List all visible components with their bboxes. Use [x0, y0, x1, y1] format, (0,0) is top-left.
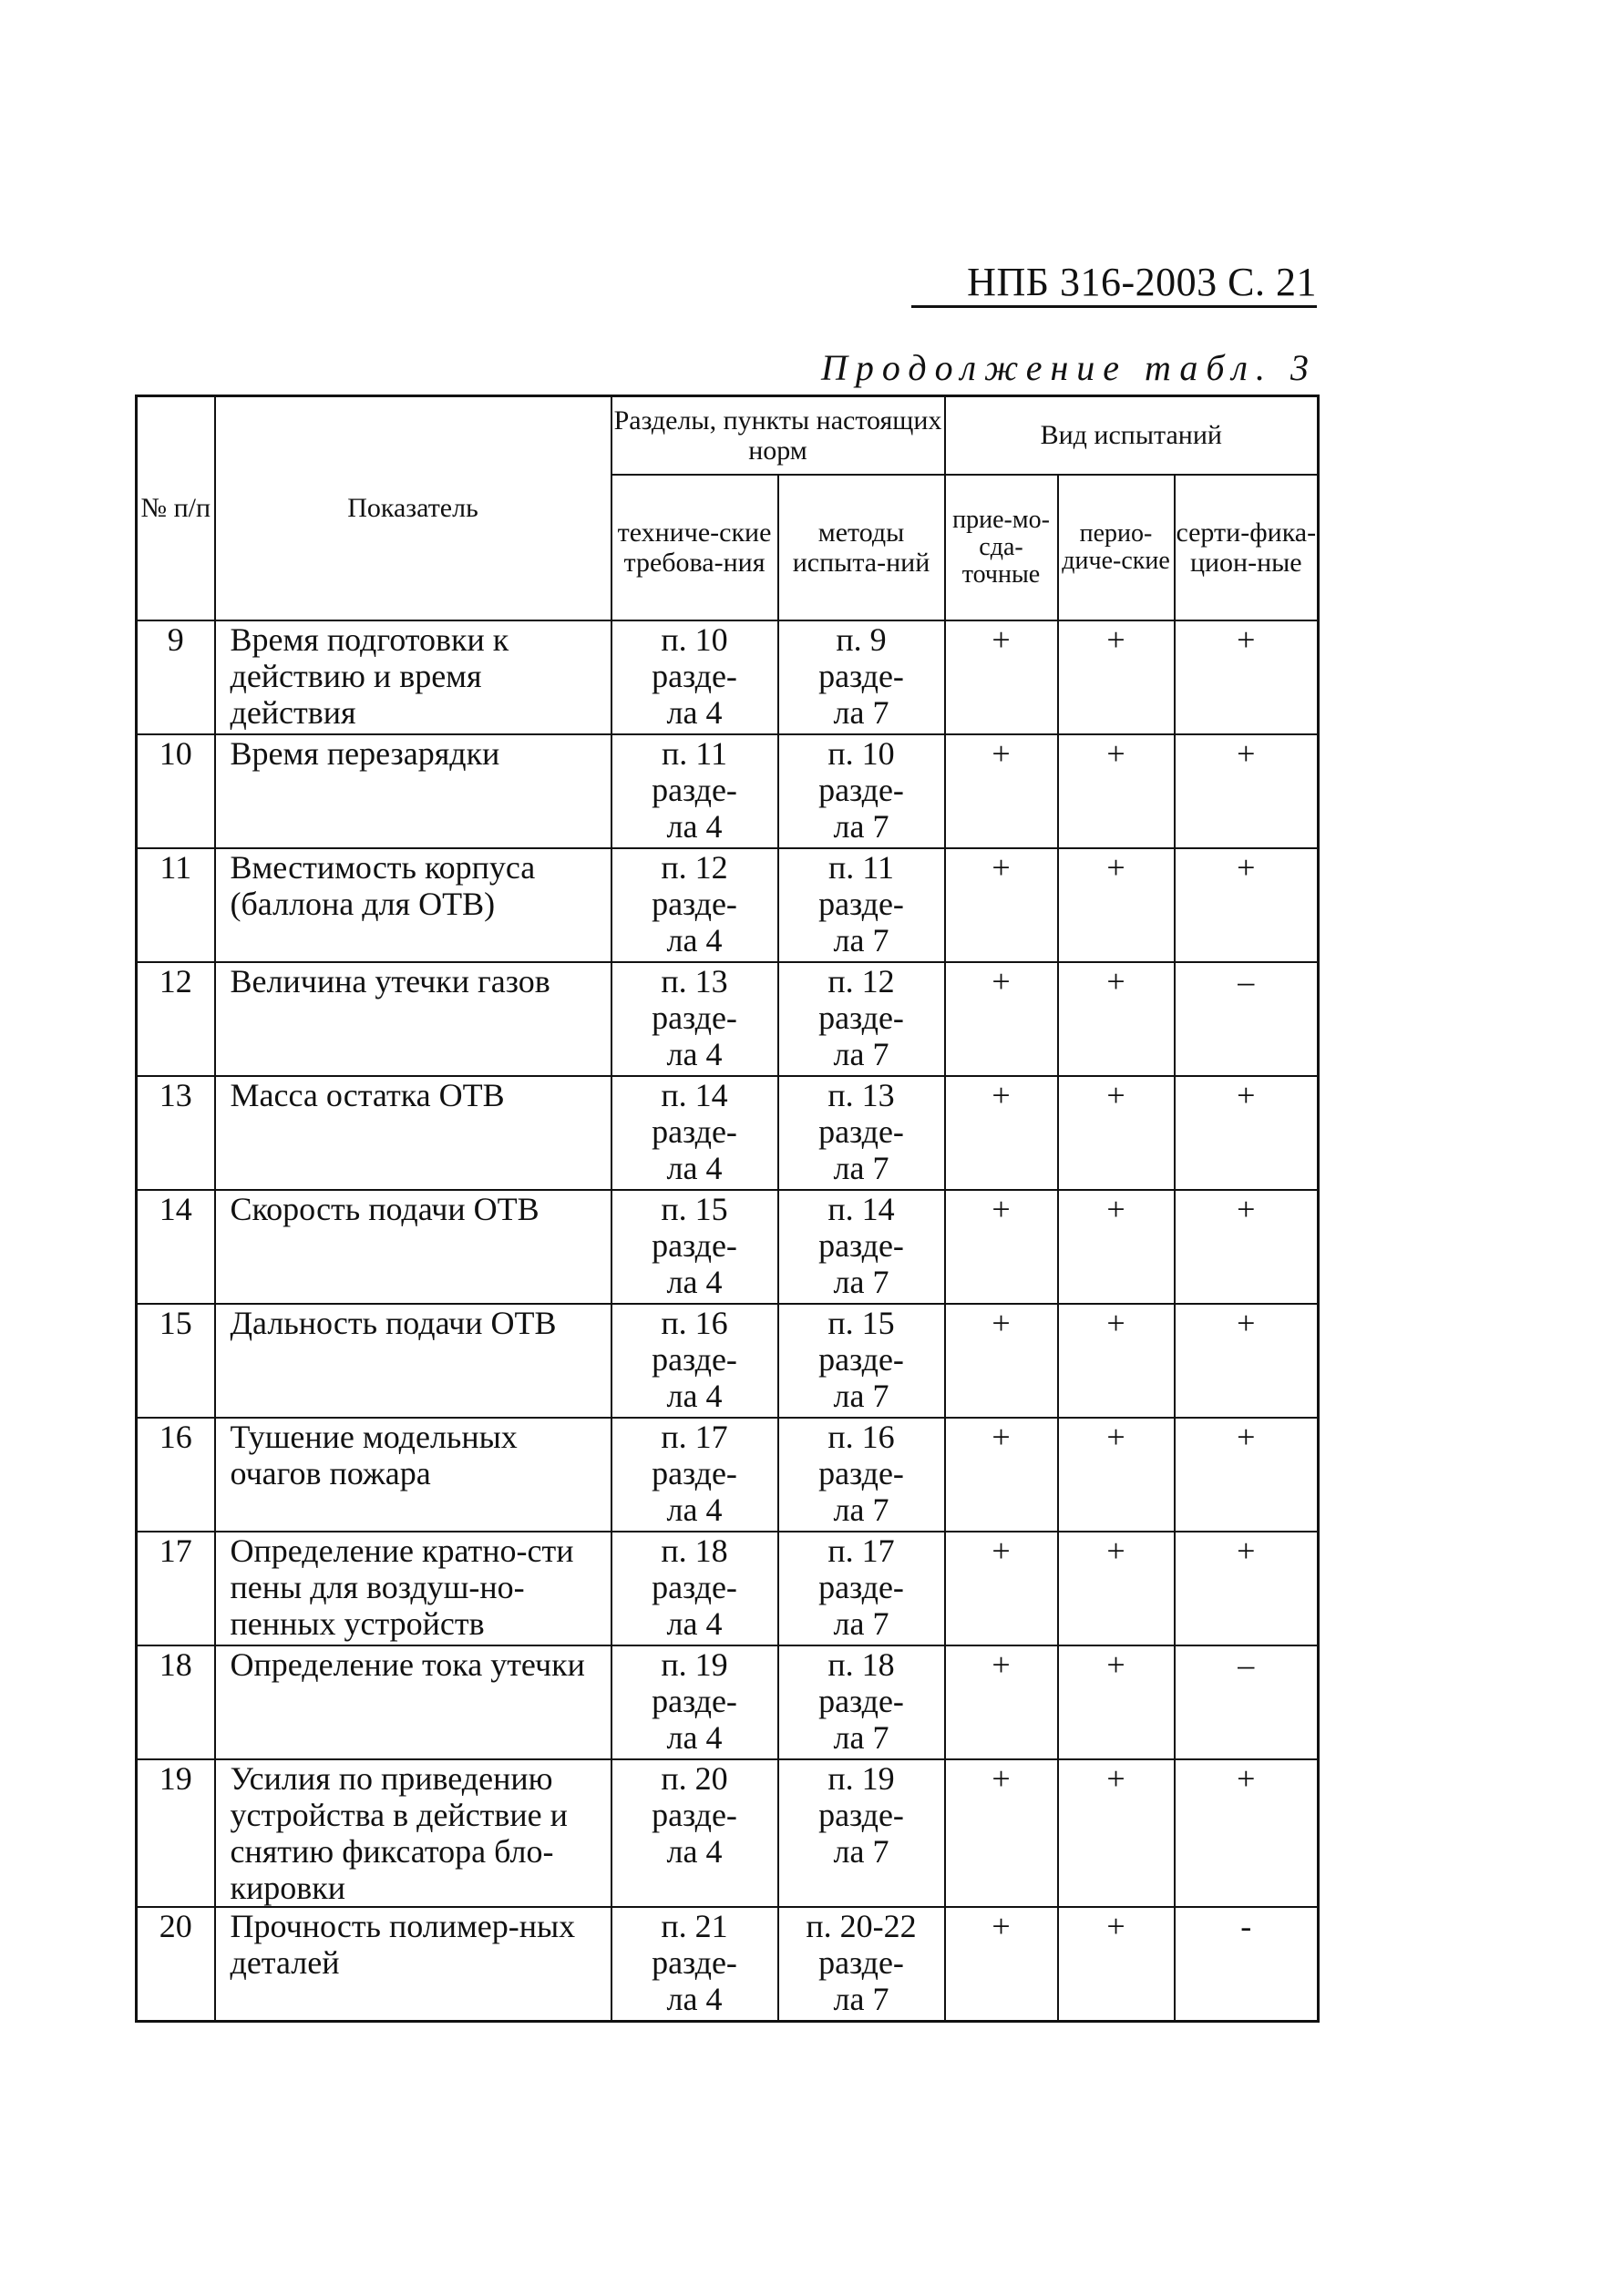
row-method-ref: п. 13 разде- ла 7	[778, 1076, 945, 1190]
row-indicator: Определение тока утечки	[215, 1645, 611, 1759]
row-periodic-mark: +	[1058, 1076, 1175, 1190]
table-row	[137, 1076, 1319, 1190]
row-periodic-mark: +	[1058, 962, 1175, 1076]
row-indicator: Прочность полимер-ных деталей	[215, 1907, 611, 2022]
row-num: 13	[137, 1076, 215, 1190]
row-certification-mark: +	[1175, 1304, 1319, 1418]
row-certification-mark: +	[1175, 1190, 1319, 1304]
row-method-ref: п. 15 разде- ла 7	[778, 1304, 945, 1418]
table-row	[137, 734, 1319, 848]
page-header: НПБ 316-2003 С. 21	[911, 260, 1317, 308]
row-acceptance-mark: +	[945, 1304, 1058, 1418]
sub-tech-header: техниче-ские требова-ния	[611, 475, 778, 620]
row-method-ref: п. 19 разде- ла 7	[778, 1759, 945, 1907]
row-tech-ref: п. 20 разде- ла 4	[611, 1759, 778, 1907]
row-acceptance-mark: +	[945, 1759, 1058, 1907]
row-periodic-mark: +	[1058, 1304, 1175, 1418]
row-tech-ref: п. 17 разде- ла 4	[611, 1418, 778, 1532]
row-acceptance-mark: +	[945, 734, 1058, 848]
row-tech-ref: п. 21 разде- ла 4	[611, 1907, 778, 2022]
col-indicator-header: Показатель	[215, 396, 611, 620]
table-row	[137, 1759, 1319, 1907]
row-num: 12	[137, 962, 215, 1076]
row-method-ref: п. 20-22 разде- ла 7	[778, 1907, 945, 2022]
row-acceptance-mark: +	[945, 620, 1058, 734]
row-indicator: Время перезарядки	[215, 734, 611, 848]
row-num: 9	[137, 620, 215, 734]
sub-certification-header: серти-фика-цион-ные	[1175, 475, 1319, 620]
row-indicator: Тушение модельных очагов пожара	[215, 1418, 611, 1532]
row-periodic-mark: +	[1058, 1645, 1175, 1759]
row-method-ref: п. 9 разде- ла 7	[778, 620, 945, 734]
row-indicator: Масса остатка ОТВ	[215, 1076, 611, 1190]
row-periodic-mark: +	[1058, 848, 1175, 962]
row-num: 14	[137, 1190, 215, 1304]
row-num: 19	[137, 1759, 215, 1907]
row-tech-ref: п. 11 разде- ла 4	[611, 734, 778, 848]
requirements-table	[135, 395, 1320, 2023]
row-periodic-mark: +	[1058, 1418, 1175, 1532]
row-method-ref: п. 18 разде- ла 7	[778, 1645, 945, 1759]
row-certification-mark: –	[1175, 962, 1319, 1076]
row-periodic-mark: +	[1058, 1532, 1175, 1645]
row-num: 15	[137, 1304, 215, 1418]
row-certification-mark: -	[1175, 1907, 1319, 2022]
row-acceptance-mark: +	[945, 1532, 1058, 1645]
row-acceptance-mark: +	[945, 962, 1058, 1076]
table-row	[137, 962, 1319, 1076]
sub-acceptance-header: прие-мо-сда-точные	[945, 475, 1058, 620]
row-certification-mark: +	[1175, 848, 1319, 962]
row-num: 16	[137, 1418, 215, 1532]
row-tech-ref: п. 13 разде- ла 4	[611, 962, 778, 1076]
row-tech-ref: п. 16 разде- ла 4	[611, 1304, 778, 1418]
row-acceptance-mark: +	[945, 1418, 1058, 1532]
row-acceptance-mark: +	[945, 1645, 1058, 1759]
row-tech-ref: п. 14 разде- ла 4	[611, 1076, 778, 1190]
row-acceptance-mark: +	[945, 1907, 1058, 2022]
row-method-ref: п. 17 разде- ла 7	[778, 1532, 945, 1645]
table-row	[137, 1418, 1319, 1532]
row-periodic-mark: +	[1058, 1907, 1175, 2022]
sub-periodic-header: перио-диче-ские	[1058, 475, 1175, 620]
row-acceptance-mark: +	[945, 1076, 1058, 1190]
row-acceptance-mark: +	[945, 1190, 1058, 1304]
row-periodic-mark: +	[1058, 1759, 1175, 1907]
row-method-ref: п. 11 разде- ла 7	[778, 848, 945, 962]
row-indicator: Время подготовки к действию и время действия	[215, 620, 611, 734]
row-indicator: Усилия по приведению устройства в действие и снятию фиксатора бло-кировки	[215, 1759, 611, 1907]
row-num: 18	[137, 1645, 215, 1759]
table-row	[137, 1304, 1319, 1418]
table-caption: Продолжение табл. 3	[820, 347, 1317, 388]
row-certification-mark: +	[1175, 1076, 1319, 1190]
row-num: 10	[137, 734, 215, 848]
row-tech-ref: п. 18 разде- ла 4	[611, 1532, 778, 1645]
table-row	[137, 1532, 1319, 1645]
row-tech-ref: п. 15 разде- ла 4	[611, 1190, 778, 1304]
row-certification-mark: +	[1175, 620, 1319, 734]
table-row	[137, 1907, 1319, 2022]
row-indicator: Скорость подачи ОТВ	[215, 1190, 611, 1304]
row-num: 17	[137, 1532, 215, 1645]
row-num: 11	[137, 848, 215, 962]
row-indicator: Определение кратно-сти пены для воздуш-но-пенных устройств	[215, 1532, 611, 1645]
row-certification-mark: +	[1175, 1532, 1319, 1645]
row-periodic-mark: +	[1058, 620, 1175, 734]
sub-methods-header: методы испыта-ний	[778, 475, 945, 620]
row-tech-ref: п. 12 разде- ла 4	[611, 848, 778, 962]
row-certification-mark: +	[1175, 1759, 1319, 1907]
table-row	[137, 1190, 1319, 1304]
row-method-ref: п. 10 разде- ла 7	[778, 734, 945, 848]
group-sections-header: Разделы, пункты настоящих норм	[611, 396, 945, 475]
row-method-ref: п. 14 разде- ла 7	[778, 1190, 945, 1304]
table-row	[137, 1645, 1319, 1759]
table-row	[137, 620, 1319, 734]
row-num: 20	[137, 1907, 215, 2022]
col-num-header: № п/п	[137, 396, 215, 620]
row-acceptance-mark: +	[945, 848, 1058, 962]
row-indicator: Вместимость корпуса (баллона для ОТВ)	[215, 848, 611, 962]
row-periodic-mark: +	[1058, 1190, 1175, 1304]
row-periodic-mark: +	[1058, 734, 1175, 848]
row-method-ref: п. 12 разде- ла 7	[778, 962, 945, 1076]
row-tech-ref: п. 19 разде- ла 4	[611, 1645, 778, 1759]
row-indicator: Величина утечки газов	[215, 962, 611, 1076]
row-certification-mark: +	[1175, 1418, 1319, 1532]
row-certification-mark: +	[1175, 734, 1319, 848]
table-row	[137, 848, 1319, 962]
row-indicator: Дальность подачи ОТВ	[215, 1304, 611, 1418]
row-method-ref: п. 16 разде- ла 7	[778, 1418, 945, 1532]
row-certification-mark: –	[1175, 1645, 1319, 1759]
row-tech-ref: п. 10 разде- ла 4	[611, 620, 778, 734]
group-tests-header: Вид испытаний	[945, 396, 1319, 475]
